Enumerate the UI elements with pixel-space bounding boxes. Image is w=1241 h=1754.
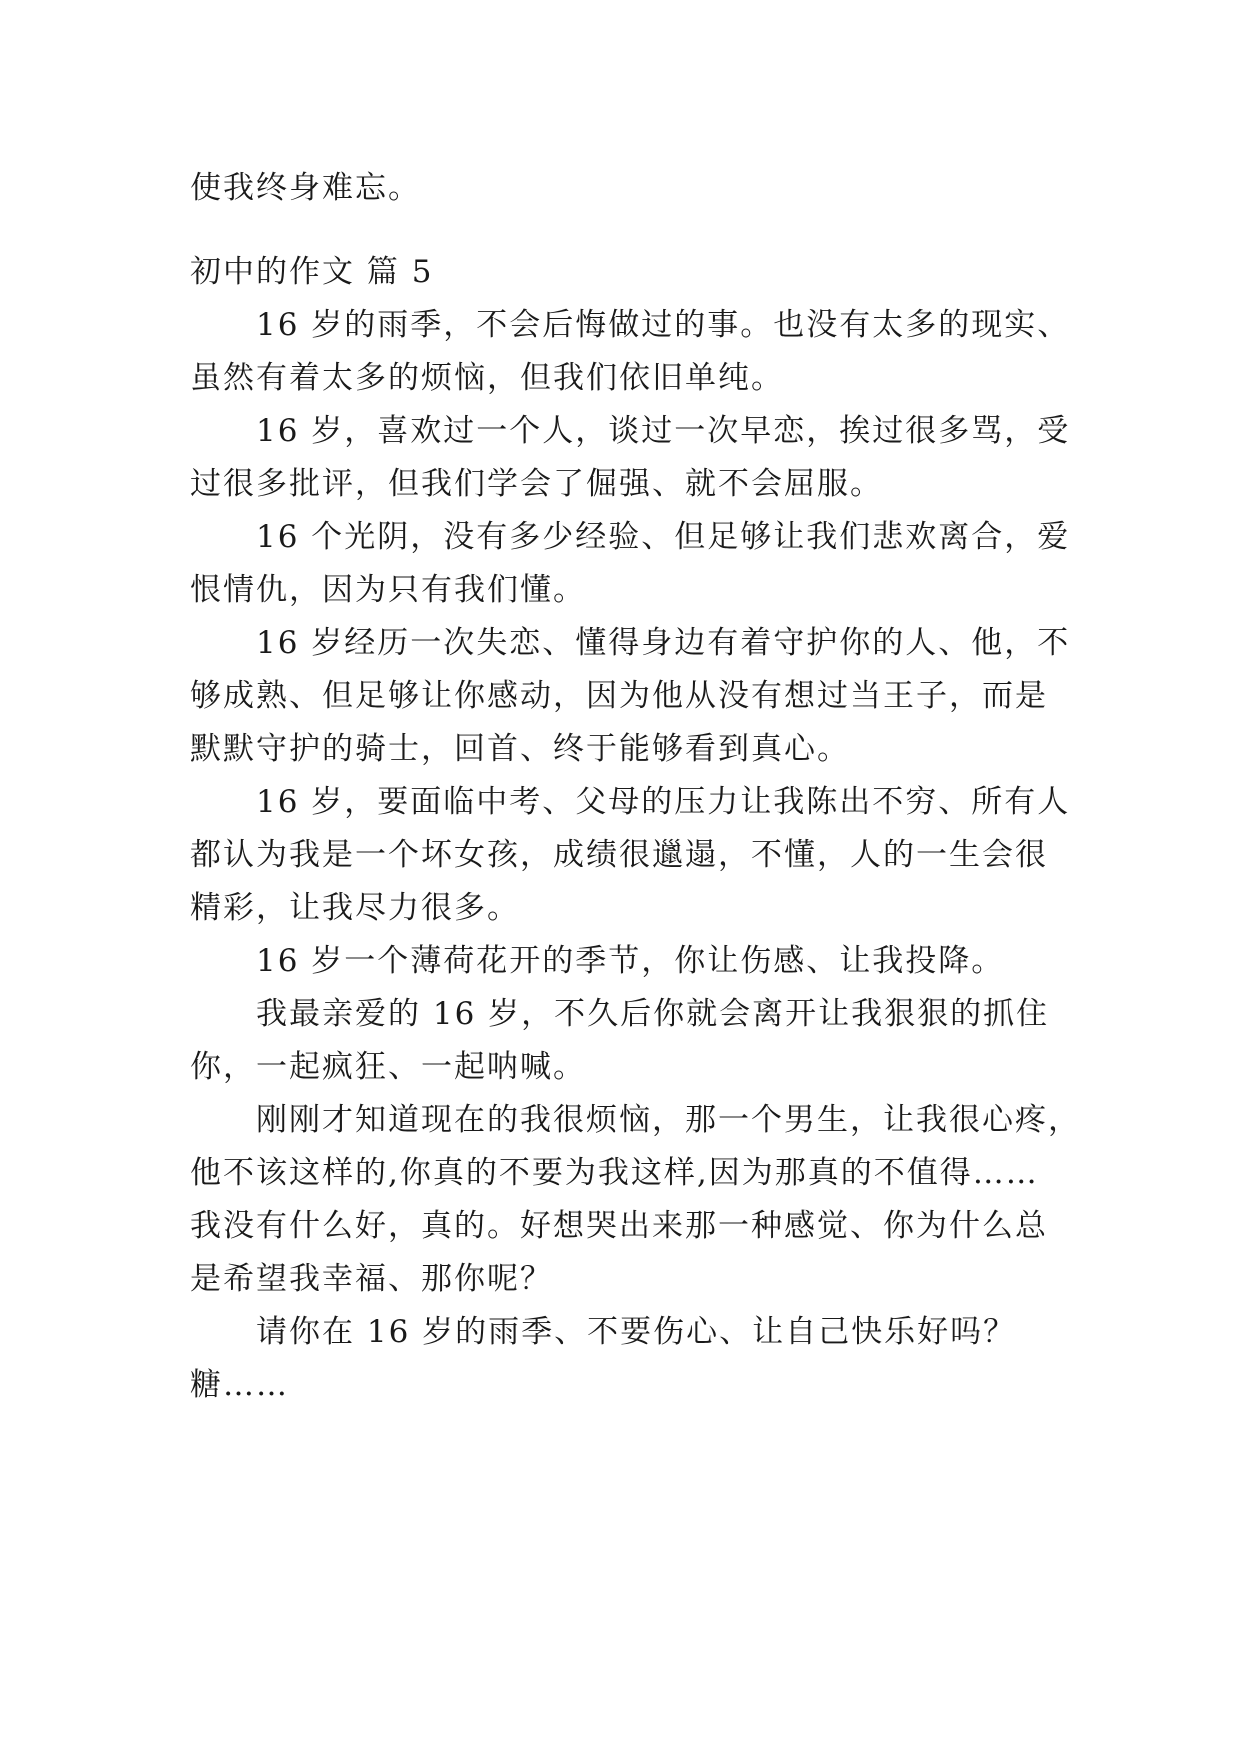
paragraph-line: 我没有什么好，真的。好想哭出来那一种感觉、你为什么总 <box>190 1208 1048 1244</box>
paragraph-line: 恨情仇，因为只有我们懂。 <box>190 572 586 608</box>
paragraph-line: 请你在 16 岁的雨季、不要伤心、让自己快乐好吗？ <box>256 1314 1017 1350</box>
paragraph-line: 你，一起疯狂、一起呐喊。 <box>190 1049 586 1085</box>
paragraph-line: 他不该这样的,你真的不要为我这样,因为那真的不值得…… <box>190 1155 1039 1191</box>
paragraph-line: 16 岁，喜欢过一个人，谈过一次早恋，挨过很多骂，受 <box>256 413 1071 449</box>
paragraph-line: 是希望我幸福、那你呢？ <box>190 1261 553 1297</box>
paragraph-line: 默默守护的骑士，回首、终于能够看到真心。 <box>190 731 850 767</box>
paragraph-line: 虽然有着太多的烦恼，但我们依旧单纯。 <box>190 360 784 396</box>
section-title: 初中的作文 篇 5 <box>190 254 434 290</box>
paragraph-line: 我最亲爱的 16 岁，不久后你就会离开让我狠狠的抓住 <box>256 996 1050 1032</box>
paragraph-line: 糖…… <box>190 1367 289 1403</box>
paragraph-line: 够成熟、但足够让你感动，因为他从没有想过当王子，而是 <box>190 678 1048 714</box>
paragraph-line: 16 个光阴，没有多少经验、但足够让我们悲欢离合，爱 <box>256 519 1071 555</box>
paragraph-line: 16 岁的雨季，不会后悔做过的事。也没有太多的现实、 <box>256 307 1071 343</box>
paragraph-line: 16 岁经历一次失恋、懂得身边有着守护你的人、他，不 <box>256 625 1071 661</box>
continuation-line: 使我终身难忘。 <box>190 170 421 206</box>
paragraph-line: 刚刚才知道现在的我很烦恼，那一个男生，让我很心疼， <box>256 1102 1081 1138</box>
paragraph-line: 都认为我是一个坏女孩，成绩很邋遢，不懂，人的一生会很 <box>190 837 1048 873</box>
paragraph-line: 过很多批评，但我们学会了倔强、就不会屈服。 <box>190 466 883 502</box>
paragraph-line: 16 岁，要面临中考、父母的压力让我陈出不穷、所有人 <box>256 784 1071 820</box>
paragraph-line: 16 岁一个薄荷花开的季节，你让伤感、让我投降。 <box>256 943 1005 979</box>
paragraph-line: 精彩，让我尽力很多。 <box>190 890 520 926</box>
